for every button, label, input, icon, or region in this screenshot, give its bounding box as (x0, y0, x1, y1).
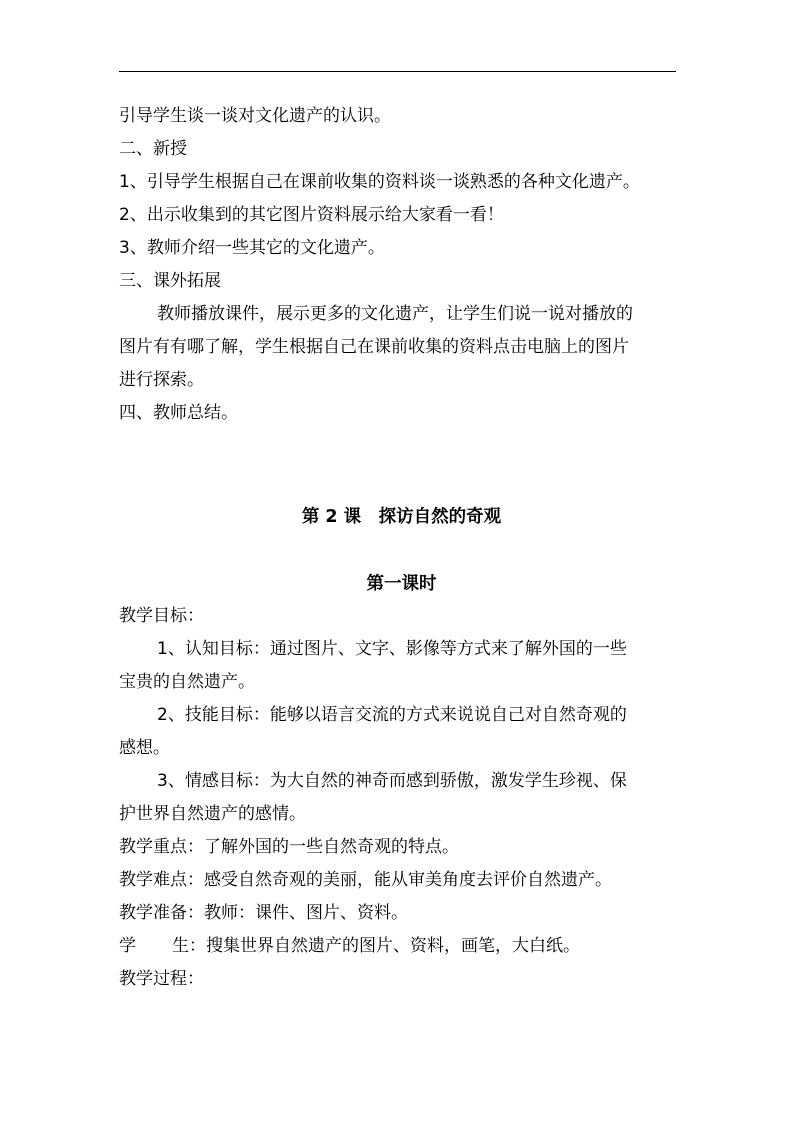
extension-line-2: 图片有有哪了解，学生根据自己在课前收集的资料点击电脑上的图片 (119, 337, 629, 357)
goal-3-line-1: 3、情感目标：为大自然的神奇而感到骄傲，激发学生珍视、保 (157, 771, 627, 791)
intro-line-4: 2、出示收集到的其它图片资料展示给大家看一看！ (119, 205, 504, 225)
intro-line-1: 引导学生谈一谈对文化遗产的认识。 (119, 106, 391, 126)
goal-2-line-2: 感想。 (119, 738, 170, 758)
summary-line: 四、教师总结。 (119, 403, 238, 423)
intro-line-2: 二、新授 (119, 139, 187, 159)
goal-3-line-2: 护世界自然遗产的感情。 (119, 804, 306, 824)
prep-teacher: 教学准备：教师：课件、图片、资料。 (119, 903, 408, 923)
prep-student (119, 930, 627, 963)
intro-line-3: 1、引导学生根据自己在课前收集的资料谈一谈熟悉的各种文化遗产。 (119, 172, 640, 192)
difficulty: 教学难点：感受自然奇观的美丽，能从审美角度去评价自然遗产。 (119, 870, 612, 890)
goals-section (119, 600, 627, 996)
intro-line-5: 3、教师介绍一些其它的文化遗产。 (119, 238, 385, 258)
prep-student-label-2: 生 (172, 936, 189, 956)
prep-student-label: 学 (119, 936, 136, 956)
intro-section (119, 100, 640, 430)
goal-1-line-1: 1、认知目标：通过图片、文字、影像等方式来了解外国的一些 (157, 639, 627, 659)
goal-2-line-1: 2、技能目标：能够以语言交流的方式来说说自己对自然奇观的 (157, 705, 627, 725)
intro-line-6: 三、课外拓展 (119, 271, 221, 291)
period-title: 第一课时 (366, 574, 437, 594)
goal-1-line-2: 宝贵的自然遗产。 (119, 672, 255, 692)
goals-label: 教学目标： (119, 606, 204, 626)
header-rule (119, 71, 676, 72)
lesson-title: 第 2 课 探访自然的奇观 (301, 507, 502, 527)
prep-student-text: ：搜集世界自然遗产的图片、资料，画笔，大白纸。 (189, 936, 580, 956)
extension-line-1: 教师播放课件，展示更多的文化遗产，让学生们说一说对播放的 (157, 304, 633, 324)
extension-line-3: 进行探索。 (119, 370, 204, 390)
key-point: 教学重点：了解外国的一些自然奇观的特点。 (119, 837, 459, 857)
process-label: 教学过程： (119, 969, 204, 989)
